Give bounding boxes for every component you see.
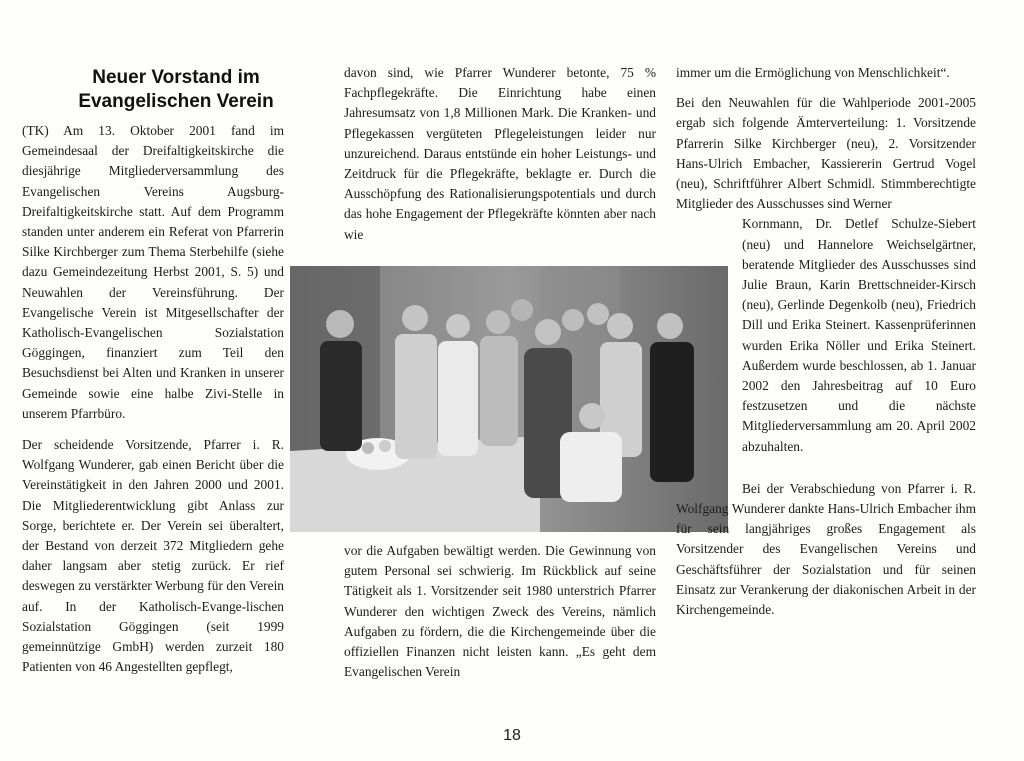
column-2 bbox=[344, 63, 656, 245]
paragraph-col2-bottom: vor die Aufgaben bewältigt werden. Die Gewinnung von gutem Personal sei schwierig. Im Rückblick auf seine Tätigkeit als 1. Vorsitzender seit 1980 unterstrich Pfarrer Wunderer den wichtigen Zweck des Vereins, nämlich Aufgaben zu fördern, die die Kirchengemeinde über die offiziellen Finanzen nicht leisten kann. „Es geht dem Evangelischen Verein bbox=[344, 543, 656, 680]
paragraph-elections-part2: Kornmann, Dr. Detlef Schulze-Siebert (neu) und Hannelore Weichselgärtner, beratende Mitglieder des Ausschusses sind Julie Braun, Karin Brettschneider-Kirsch (neu), Gerlinde Degenkolb (neu), Friedrich Dill und Erika Steinert. Kassenprüferinnen wurden Erika Nöller und Erika Steinert. Außerdem wurde beschlossen, ab 1. Januar 2002 den Jahresbeitrag auf 10 Euro festzusetzen und die nächste Mitgliederversammlung am 20. April 2002 abzuhalten. bbox=[742, 216, 976, 454]
headline bbox=[22, 66, 330, 114]
group-photo-image bbox=[290, 266, 728, 532]
paragraph-col3-quote-end: immer um die Ermöglichung von Menschlichkeit“. bbox=[676, 65, 950, 80]
headline-line-2: Evangelischen Verein bbox=[78, 91, 274, 112]
paragraph-elections-part1: Bei den Neuwahlen für die Wahlperiode 2001-2005 ergab sich folgende Ämterverteilung: 1. Vorsitzende Pfarrerin Silke Kirchberger (neu), 2. Vorsitzender Hans-Ulrich Embacher, Kassiererin Gertrud Vogel (neu), Schriftführer Albert Schmidl. Stimmberechtigte Mitglieder des Ausschusses sind Werner bbox=[676, 95, 976, 212]
paragraph-farewell: Bei der Verabschiedung von Pfarrer i. R. Wolfgang Wunderer dankte Hans-Ulrich Embacher ihm für sein langjähriges großes Engagement als Vorsitzender des Evangelischen Vereins und Geschäftsführer der Sozialstation und für seinen Einsatz zur Verankerung der diakonischen Arbeit in der Kirchengemeinde. bbox=[676, 480, 976, 618]
paragraph-report: Der scheidende Vorsitzende, Pfarrer i. R. Wolfgang Wunderer, gab einen Bericht über die Vereinstätigkeit in den Jahren 2000 und 2001. Die Mitgliederentwicklung gibt Anlass zur Sorge, berichtete er. Der Verein sei überaltert, der Bestand von derzeit 372 Mitgliedern gehe daher langsam aber stetig zurück. Er rief deswegen zu verstärkter Werbung für den Verein auf. In der Katholisch-Evange-lischen Sozialstation Göggingen (seit 1999 gemeinnützige GmbH) werden zurzeit 180 Patienten von 46 Angestellten gepflegt, bbox=[22, 437, 284, 675]
headline-line-1: Neuer Vorstand im bbox=[92, 67, 260, 88]
page-number: 18 bbox=[503, 727, 521, 744]
paragraph-intro: (TK) Am 13. Oktober 2001 fand im Gemeindesaal der Dreifaltigkeitskirche die diesjährige Mitgliederversammlung des Evangelischen Vereins Augsburg-Dreifaltigkeitskirche statt. Auf dem Programm standen unter anderem ein Referat von Pfarrerin Silke Kirchberger zum Thema Sterbehilfe (siehe dazu Gemeindezeitung Herbst 2001, S. 5) und Neuwahlen der Vereinsführung. Der Evangelische Verein ist Mitgesellschafter der Katholisch-Evangelischen Sozialstation Göggingen, finanziert zum Teil den Besuchsdienst bei Alten und Kranken in unserer Gemeinde sowie eine halbe Zivi-Stelle in unserem Pfarrbüro. bbox=[22, 123, 284, 421]
group-photo bbox=[290, 266, 728, 532]
paragraph-col2-top: davon sind, wie Pfarrer Wunderer betonte, 75 % Fachpflegekräfte. Die Einrichtung habe einen Jahresumsatz von 1,8 Millionen Mark. Die Kranken- und Pflegekassen vergüteten Pflegeleistungen leider nur unzureichend. Daraus entstünde ein hoher Leistungs- und Zeitdruck für die Pflegekräfte, beklagte er. Durch die Ausschöpfung des Rationalisierungspotentials und durch das hohe Engagement der Pflegekräfte könnten aber nach wie bbox=[344, 65, 656, 242]
column-3 bbox=[676, 63, 976, 631]
column-1 bbox=[22, 63, 330, 688]
column-2-bottom bbox=[344, 541, 656, 682]
